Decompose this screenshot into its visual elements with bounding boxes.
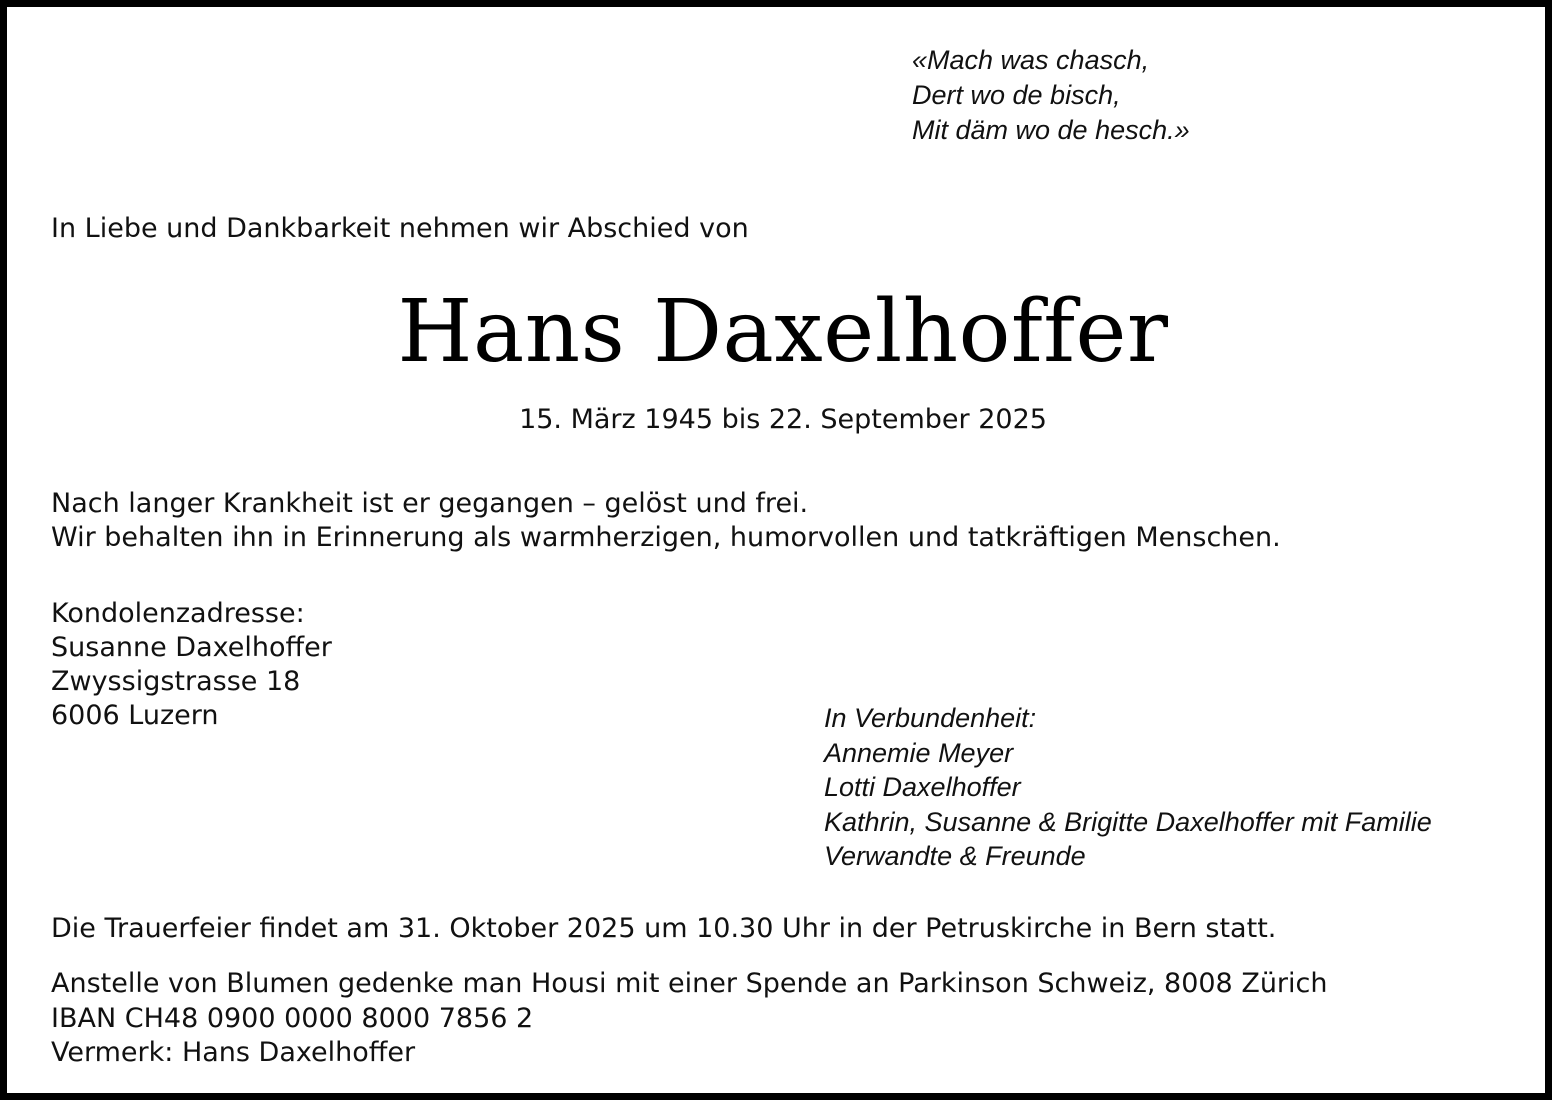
- family-member: Lotti Daxelhoffer: [824, 772, 1021, 802]
- quote-block: [912, 43, 1190, 148]
- quote-line: Mit däm wo de hesch.»: [912, 115, 1190, 145]
- family-member: Verwandte & Freunde: [824, 841, 1086, 871]
- message-line: Wir behalten ihn in Erinnerung als warmherzigen, humorvollen und tatkräftigen Menschen.: [51, 522, 1281, 553]
- donation-text: Anstelle von Blumen gedenke man Housi mit einer Spende an Parkinson Schweiz, 8008 Zürich: [51, 968, 1328, 999]
- condolence-name: Susanne Daxelhoffer: [51, 632, 332, 663]
- condolence-heading: Kondolenzadresse:: [51, 598, 305, 629]
- deceased-name: Hans Daxelhoffer: [397, 282, 1169, 382]
- life-dates: 15. März 1945 bis 22. September 2025: [519, 404, 1047, 435]
- donation-iban: IBAN CH48 0900 0000 8000 7856 2: [51, 1002, 534, 1034]
- family-heading: In Verbundenheit:: [824, 703, 1037, 733]
- condolence-address: [51, 597, 332, 733]
- condolence-street: Zwyssigstrasse 18: [51, 666, 301, 697]
- intro-text: In Liebe und Dankbarkeit nehmen wir Abschied von: [51, 213, 749, 244]
- donation-block: [51, 967, 1328, 1071]
- family-member: Kathrin, Susanne & Brigitte Daxelhoffer mit Familie: [824, 806, 1432, 837]
- donation-note: Vermerk: Hans Daxelhoffer: [51, 1037, 416, 1068]
- family-block: [824, 701, 1432, 874]
- family-member: Annemie Meyer: [824, 737, 1014, 768]
- ceremony-info: Die Trauerfeier findet am 31. Oktober 2025 um 10.30 Uhr in der Petruskirche in Bern statt.: [51, 913, 1277, 944]
- message-block: [51, 487, 1281, 555]
- quote-line: Dert wo de bisch,: [912, 80, 1121, 110]
- quote-line: «Mach was chasch,: [912, 45, 1150, 75]
- condolence-city: 6006 Luzern: [51, 700, 219, 731]
- message-line: Nach langer Krankheit ist er gegangen – gelöst und frei.: [51, 488, 809, 519]
